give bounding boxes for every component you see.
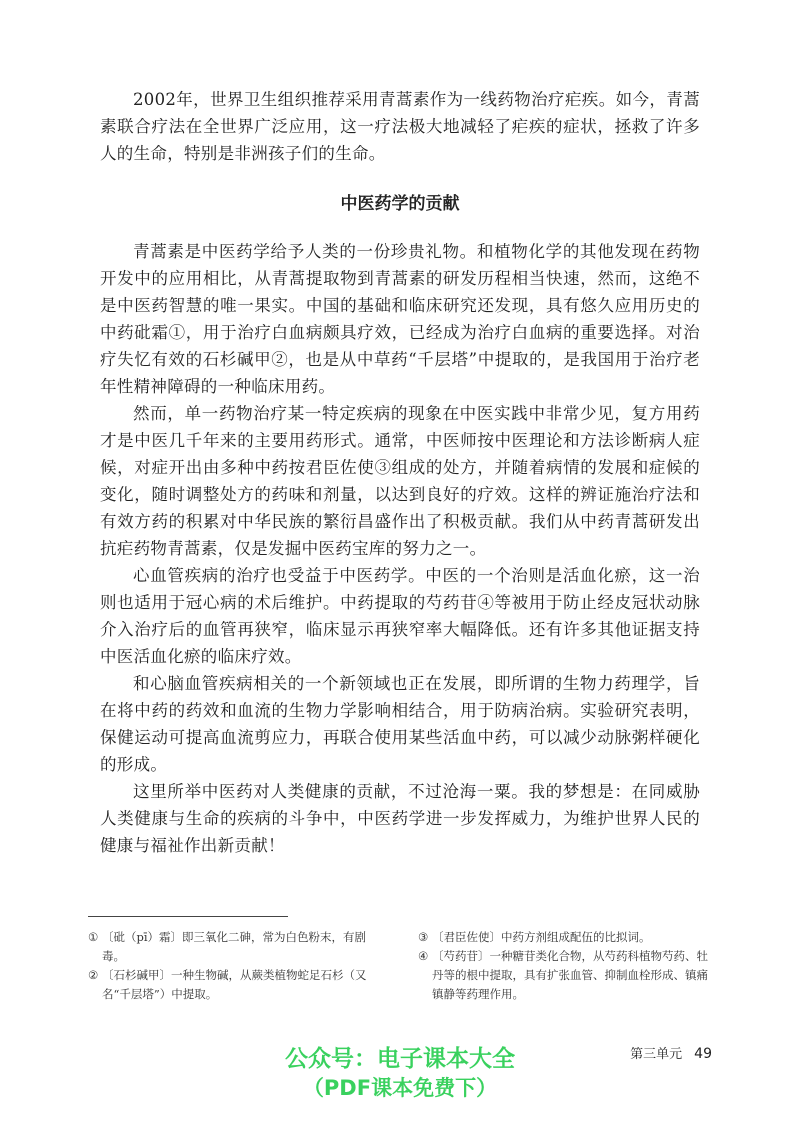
paragraph-5: 这里所举中医药对人类健康的贡献，不过沧海一粟。我的梦想是：在同威胁人类健康与生命的疾病的斗争中，中医药学进一步发挥威力，为维护世界人民的健康与福祉作出新贡献！ [100,782,700,855]
footnotes [88,928,718,1004]
footnote-text: 〔君臣佐使〕中药方剂组成配伍的比拟词。 [432,930,651,944]
article-body [100,86,700,859]
footnote-item [88,966,388,1004]
unit-label: 第三单元 [630,1047,683,1062]
watermark-line-1: 公众号：电子课本大全 [285,1046,515,1072]
paragraph-1: 青蒿素是中医药学给予人类的一份珍贵礼物。和植物化学的其他发现在药物开发中的应用相比，从青蒿提取物到青蒿素的研发历程相当快速，然而，这绝不是中医药智慧的唯一果实。中国的基础和临床研究还发现，具有悠久应用历史的中药砒霜①，用于治疗白血病颇具疗效，已经成为治疗白血病的重要选择。对治疗失忆有效的石杉碱甲②，也是从中草药“千层塔”中提取的，是我国用于治疗老年性精神障碍的一种临床用药。 [100,242,700,396]
paragraph-4: 和心脑血管疾病相关的一个新领域也正在发展，即所谓的生物力药理学，旨在将中药的药效和血流的生物力学影响相结合，用于防病治病。实验研究表明，保健运动可提高血流剪应力，再联合使用某些活血中药，可以减少动脉粥样硬化的形成。 [100,674,700,774]
footnote-item [418,928,718,947]
page-number: 49 [694,1046,712,1062]
watermark-line-2: （PDF课本免费下） [302,1076,498,1100]
footnote-mark: ① [88,930,99,944]
footnote-column-left [88,928,388,1004]
footnote-column-right [418,928,718,1004]
footnote-mark: ② [88,968,99,982]
paragraph-2: 然而，单一药物治疗某一特定疾病的现象在中医实践中非常少见，复方用药才是中医几千年来的主要用药形式。通常，中医师按中医理论和方法诊断病人症候，对症开出由多种中药按君臣佐使③组成的处方，并随着病情的发展和症候的变化，随时调整处方的药味和剂量，以达到良好的疗效。这样的辨证施治疗法和有效方药的积累对中华民族的繁衍昌盛作出了积极贡献。我们从中药青蒿研发出抗疟药物青蒿素，仅是发掘中医药宝库的努力之一。 [100,404,700,558]
footnote-item [88,928,388,966]
footnote-divider [88,916,288,917]
paragraph-3: 心血管疾病的治疗也受益于中医药学。中医的一个治则是活血化瘀，这一治则也适用于冠心病的术后维护。中药提取的芍药苷④等被用于防止经皮冠状动脉介入治疗后的血管再狭窄，临床显示再狭窄率大幅降低。还有许多其他证据支持中医活血化瘀的临床疗效。 [100,566,700,666]
footnote-text: 〔石杉碱甲〕一种生物碱，从蕨类植物蛇足石杉（又名“千层塔”）中提取。 [102,968,367,1001]
footnote-text: 〔砒（pī）霜〕即三氧化二砷，常为白色粉末，有剧毒。 [102,930,367,963]
footnote-text: 〔芍药苷〕一种糖苷类化合物，从芍药科植物芍药、牡丹等的根中提取，具有扩张血管、抑制血栓形成、镇痛镇静等药理作用。 [432,949,708,1001]
section-heading: 中医药学的贡献 [340,194,460,214]
intro-paragraph: 2002年，世界卫生组织推荐采用青蒿素作为一线药物治疗疟疾。如今，青蒿素联合疗法在全世界广泛应用，这一疗法极大地减轻了疟疾的症状，拯救了许多人的生命，特别是非洲孩子们的生命。 [100,90,700,163]
footnote-mark: ④ [418,949,429,963]
footnote-item [418,947,718,1004]
footnote-mark: ③ [418,930,429,944]
